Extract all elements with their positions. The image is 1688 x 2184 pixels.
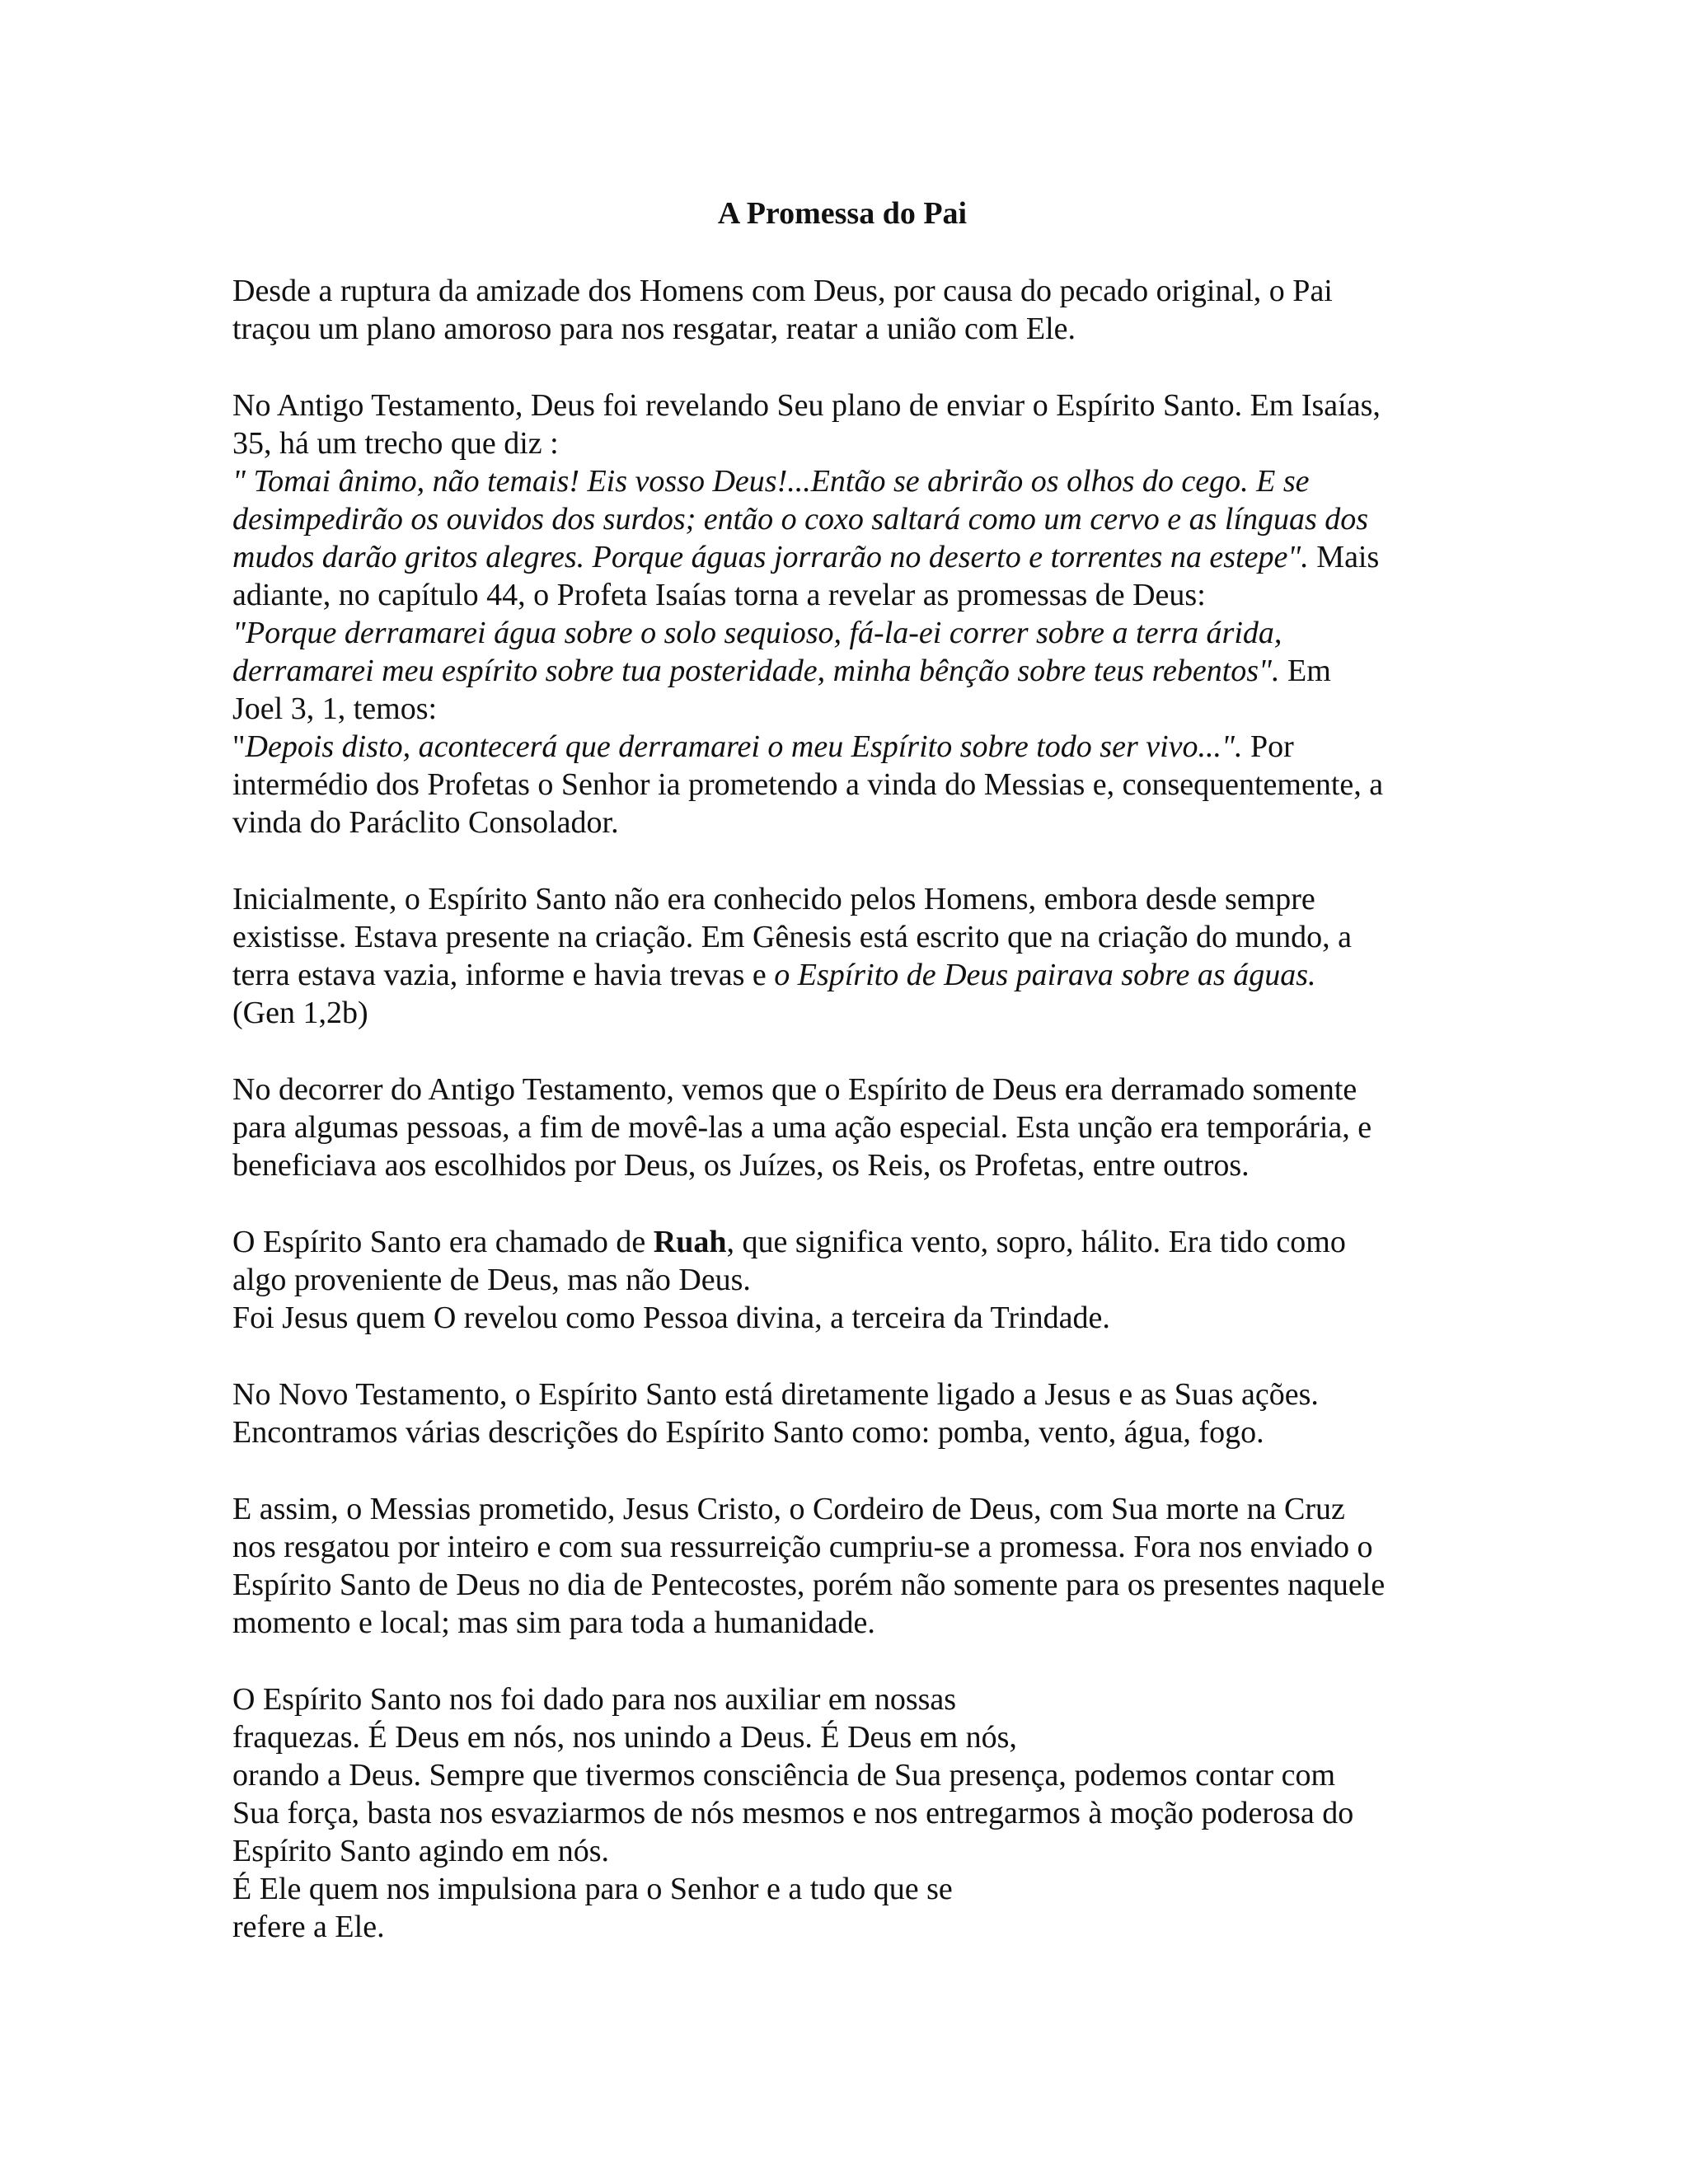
text-line: nos resgatou por inteiro e com sua ressurreição cumpriu-se a promessa. Fora nos enviado o — [232, 1530, 1373, 1564]
text-line — [232, 956, 1452, 994]
text-line: fraquezas. É Deus em nós, nos unindo a Deus. É Deus em nós, — [232, 1720, 1017, 1755]
text-line — [232, 1223, 1452, 1261]
plain-text: terra estava vazia, informe e havia trevas e — [232, 958, 775, 992]
text-line — [232, 728, 1452, 766]
text-line: Sua força, basta nos esvaziarmos de nós mesmos e nos entregarmos à moção poderosa do — [232, 1796, 1354, 1830]
text-line: Desde a ruptura da amizade dos Homens com Deus, por causa do pecado original, o Pai — [232, 274, 1333, 308]
quote-line: desimpedirão os ouvidos dos surdos; então o coxo saltará como um cervo e as línguas dos — [232, 502, 1369, 537]
paragraph-5 — [232, 1223, 1452, 1337]
paragraph-1 — [232, 272, 1452, 348]
quote-line: " Tomai ânimo, não temais! Eis vosso Deus!...Então se abrirão os olhos do cego. E se — [232, 464, 1310, 499]
quote-line: "Porque derramarei água sobre o solo sequioso, fá-la-ei correr sobre a terra árida, — [232, 616, 1282, 650]
text-line: (Gen 1,2b) — [232, 996, 368, 1030]
text-line: para algumas pessoas, a fim de movê-las a uma ação especial. Esta unção era temporária, e — [232, 1110, 1372, 1145]
paragraph-2 — [232, 387, 1452, 841]
quote-text: o Espírito de Deus pairava sobre as águas. — [774, 958, 1316, 992]
text-line: 35, há um trecho que diz : — [232, 426, 559, 461]
text-line — [232, 652, 1452, 690]
text-line: intermédio dos Profetas o Senhor ia prometendo a vinda do Messias e, consequentemente, a — [232, 767, 1384, 802]
document-page — [232, 194, 1452, 1985]
text-line: refere a Ele. — [232, 1910, 385, 1944]
text-line: existisse. Estava presente na criação. Em Gênesis está escrito que na criação do mundo, a — [232, 920, 1352, 954]
plain-text: Em — [1279, 654, 1331, 688]
text-line: Inicialmente, o Espírito Santo não era conhecido pelos Homens, embora desde sempre — [232, 882, 1315, 916]
text-line: Espírito Santo agindo em nós. — [232, 1834, 610, 1868]
paragraph-8 — [232, 1680, 1452, 1946]
text-line: traçou um plano amoroso para nos resgatar, reatar a união com Ele. — [232, 312, 1076, 346]
text-line: adiante, no capítulo 44, o Profeta Isaías torna a revelar as promessas de Deus: — [232, 578, 1206, 612]
text-line: beneficiava aos escolhidos por Deus, os Juízes, os Reis, os Profetas, entre outros. — [232, 1148, 1250, 1183]
text-line: No Antigo Testamento, Deus foi revelando Seu plano de enviar o Espírito Santo. Em Isaías, — [232, 388, 1381, 423]
paragraph-4 — [232, 1071, 1452, 1184]
plain-text: " — [232, 729, 246, 764]
document-title: A Promessa do Pai — [717, 196, 968, 231]
plain-text: , que significa vento, sopro, hálito. Era tido como — [726, 1225, 1346, 1259]
paragraph-6 — [232, 1376, 1452, 1451]
paragraph-7 — [232, 1490, 1452, 1642]
bold-term: Ruah — [653, 1225, 727, 1259]
text-line: Foi Jesus quem O revelou como Pessoa divina, a terceira da Trindade. — [232, 1301, 1110, 1335]
text-line: O Espírito Santo nos foi dado para nos auxiliar em nossas — [232, 1682, 957, 1717]
text-line: E assim, o Messias prometido, Jesus Cristo, o Cordeiro de Deus, com Sua morte na Cruz — [232, 1492, 1345, 1526]
text-line — [232, 538, 1452, 576]
quote-text: derramarei meu espírito sobre tua posteridade, minha bênção sobre teus rebentos". — [232, 654, 1280, 688]
paragraph-3 — [232, 880, 1452, 1032]
text-line: orando a Deus. Sempre que tivermos consciência de Sua presença, podemos contar com — [232, 1758, 1335, 1793]
plain-text: Por — [1242, 729, 1294, 764]
quote-text: mudos darão gritos alegres. Porque águas jorrarão no deserto e torrentes na estepe". — [232, 540, 1309, 574]
quote-text: Depois disto, acontecerá que derramarei o meu Espírito sobre todo ser vivo...". — [245, 729, 1243, 764]
text-line: algo proveniente de Deus, mas não Deus. — [232, 1263, 751, 1297]
text-line: No decorrer do Antigo Testamento, vemos que o Espírito de Deus era derramado somente — [232, 1072, 1357, 1107]
text-line: Espírito Santo de Deus no dia de Pentecostes, porém não somente para os presentes naquele — [232, 1568, 1386, 1602]
text-line: É Ele quem nos impulsiona para o Senhor e a tudo que se — [232, 1872, 953, 1906]
text-line: No Novo Testamento, o Espírito Santo está diretamente ligado a Jesus e as Suas ações. — [232, 1377, 1319, 1412]
plain-text: O Espírito Santo era chamado de — [232, 1225, 654, 1259]
text-line: vinda do Paráclito Consolador. — [232, 805, 619, 840]
text-line: momento e local; mas sim para toda a humanidade. — [232, 1605, 875, 1640]
plain-text: Mais — [1308, 540, 1380, 574]
text-line: Encontramos várias descrições do Espírito Santo como: pomba, vento, água, fogo. — [232, 1415, 1264, 1450]
text-line: Joel 3, 1, temos: — [232, 691, 438, 726]
